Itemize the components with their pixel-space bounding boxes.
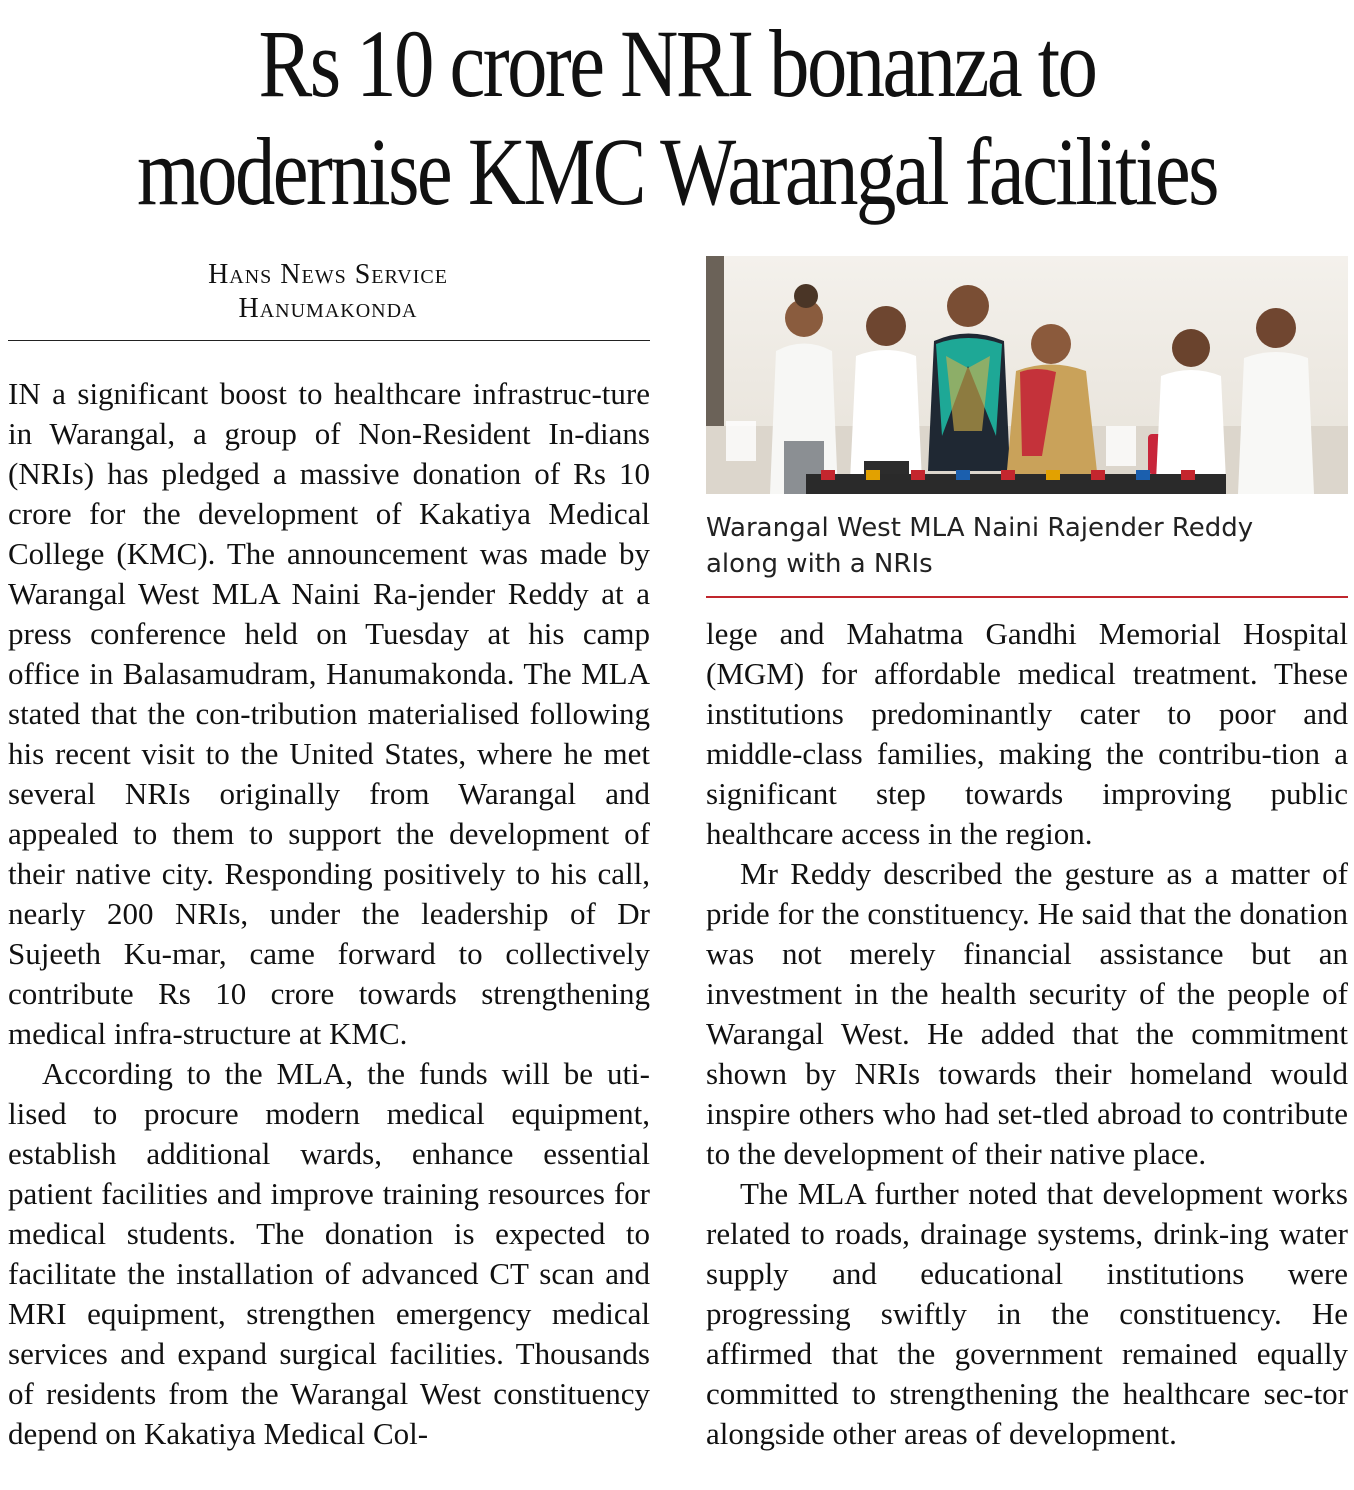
news-photo-illustration bbox=[706, 256, 1348, 494]
photo-caption bbox=[706, 510, 1346, 582]
byline-divider bbox=[8, 340, 650, 341]
news-photo bbox=[706, 256, 1348, 494]
byline-location: Hanumakonda bbox=[238, 293, 418, 324]
headline-line-1: Rs 10 crore NRI bonanza to bbox=[258, 10, 1096, 117]
article-paragraph: According to the MLA, the funds will be uti-lised to procure modern medical equipment, establish additional wards, enhance essential patient facilities and improve training resources for medical students. The donation is expected to facilitate the installation of advanced CT scan and MRI equipment, strengthen emergency medical services and expand surgical facilities. Thousands of residents from the Warangal West constituency depend on Kakatiya Medical Col- bbox=[8, 1056, 650, 1451]
article-paragraph: Mr Reddy described the gesture as a matter of pride for the constituency. He said that the donation was not merely financial assistance but an investment in the health security of the people of Warangal West. He added that the commitment shown by NRIs towards their homeland would inspire others who had set-tled abroad to contribute to the development of their native place. bbox=[706, 856, 1348, 1171]
article-paragraph: lege and Mahatma Gandhi Memorial Hospital (MGM) for affordable medical treatment. These institutions predominantly cater to poor and middle-class families, making the contribu-tion a significant step towards improving public healthcare access in the region. bbox=[706, 616, 1348, 851]
article-paragraph: The MLA further noted that development works related to roads, drainage systems, drink-ing water supply and educational institutions were progressing swiftly in the constituency. He affirmed that the government remained equally committed to strengthening the healthcare sec-tor alongside other areas of development. bbox=[706, 1176, 1348, 1451]
photo-caption-line-2: along with a NRIs bbox=[706, 549, 933, 579]
byline bbox=[8, 258, 648, 326]
photo-caption-line-1: Warangal West MLA Naini Rajender Reddy bbox=[706, 513, 1254, 543]
byline-agency: Hans News Service bbox=[208, 259, 448, 290]
article-column-left bbox=[8, 374, 650, 1454]
article-column-right bbox=[706, 614, 1348, 1454]
headline-line-2: modernise KMC Warangal facilities bbox=[136, 118, 1218, 225]
article-paragraph: IN a significant boost to healthcare infrastruc-ture in Warangal, a group of Non-Resident In-dians (NRIs) has pledged a massive donation of Rs 10 crore for the development of Kakatiya Medical College (KMC). The announcement was made by Warangal West MLA Naini Ra-jender Reddy at a press conference held on Tuesday at his camp office in Balasamudram, Hanumakonda. The MLA stated that the con-tribution materialised following his recent visit to the United States, where he met several NRIs originally from Warangal and appealed to them to support the development of their native city. Responding positively to his call, nearly 200 NRIs, under the leadership of Dr Sujeeth Ku-mar, came forward to collectively contribute Rs 10 crore towards strengthening medical infra-structure at KMC. bbox=[8, 376, 650, 1051]
headline bbox=[108, 10, 1245, 226]
caption-divider bbox=[706, 596, 1348, 598]
